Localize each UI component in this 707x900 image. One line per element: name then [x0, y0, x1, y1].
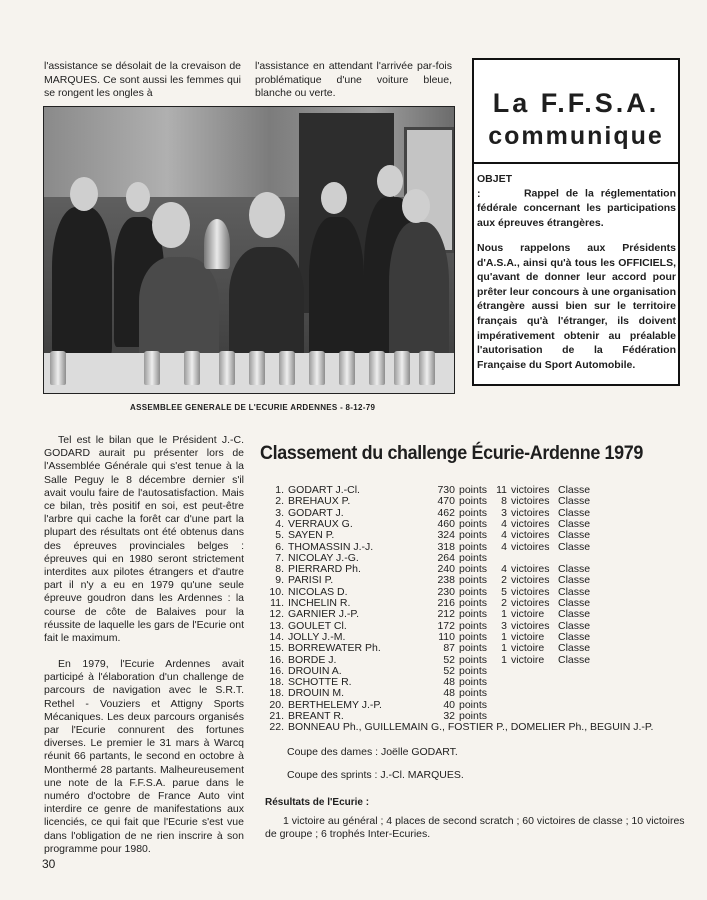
classe-cell: Classe — [558, 585, 591, 598]
photo-trophy — [204, 219, 230, 269]
resultats-heading: Résultats de l'Ecurie : — [265, 797, 370, 808]
coupe-dames: Coupe des dames : Joëlle GODART. — [287, 746, 458, 758]
victories-cell: 4 — [501, 529, 507, 542]
photo-person — [389, 222, 449, 372]
coupe-sprints: Coupe des sprints : J.-Cl. MARQUES. — [287, 769, 464, 781]
points-cell: 32 — [443, 710, 455, 722]
classe-cell: Classe — [558, 653, 591, 666]
ffsa-subtitle: communique — [488, 122, 664, 150]
ffsa-communique-box — [472, 58, 680, 386]
rank-cell: 12. — [269, 608, 284, 621]
intro-text-left: l'assistance se désolait de la crevaison de MARQUES. Ce sont aussi les femmes qui se rongent les ongles à — [44, 60, 241, 99]
photo-cup — [419, 351, 435, 385]
photo-head — [402, 189, 430, 223]
points-unit-cell: points — [459, 698, 488, 711]
victories-label-cell: victoires — [511, 574, 550, 587]
photo-person — [309, 217, 364, 367]
rank-cell: 8. — [275, 563, 284, 576]
name-cell: GODART J. — [288, 506, 344, 519]
victories-cell: 5 — [501, 585, 507, 598]
victories-cell: 2 — [501, 574, 507, 587]
points-cell: 460 — [437, 517, 455, 530]
victories-cell: 8 — [501, 495, 507, 508]
points-unit-cell: points — [459, 529, 488, 542]
victories-label-cell: victoires — [511, 619, 550, 632]
classe-cell: Classe — [558, 563, 591, 576]
intro-text-right: l'assistance en attendant l'arrivée par-fois problématique d'une voiture bleue, blanche ou verte. — [255, 60, 452, 99]
classe-cell: Classe — [558, 529, 591, 542]
points-cell: 216 — [437, 597, 455, 609]
points-cell: 324 — [437, 529, 455, 542]
page-number: 30 — [42, 857, 56, 871]
name-cell: BONNEAU Ph., GUILLEMAIN G., FOSTIER P., DOMELIER Ph., BEGUIN J.-P. — [288, 721, 654, 734]
photo-head — [377, 165, 403, 197]
points-unit-cell: points — [459, 551, 488, 564]
rank-cell: 22. — [269, 721, 284, 734]
victories-cell: 11 — [496, 484, 507, 496]
rank-cell: 7. — [275, 551, 284, 564]
photo-cup — [219, 351, 235, 385]
points-unit-cell: points — [459, 495, 488, 508]
name-cell: DROUIN A. — [288, 664, 342, 677]
ffsa-objet — [477, 172, 676, 230]
name-cell: GODART J.-Cl. — [288, 484, 360, 496]
points-unit-cell: points — [459, 540, 488, 553]
rank-cell: 2. — [275, 495, 284, 508]
victories-cell: 3 — [501, 619, 507, 632]
name-cell: VERRAUX G. — [288, 517, 353, 530]
victories-cell: 1 — [501, 642, 507, 655]
photo-head — [249, 192, 285, 238]
victories-cell: 4 — [501, 540, 507, 553]
victories-cell: 1 — [501, 608, 507, 621]
ffsa-title: La F.F.S.A. — [492, 88, 660, 118]
name-cell: GARNIER J.-P. — [288, 608, 359, 621]
points-unit-cell: points — [459, 676, 488, 689]
classe-cell: Classe — [558, 495, 591, 508]
victories-cell: 3 — [501, 506, 507, 519]
classe-cell: Classe — [558, 597, 591, 609]
rank-cell: 21. — [269, 710, 284, 722]
name-cell: SCHOTTE R. — [288, 676, 352, 689]
ffsa-body: Nous rappelons aux Présidents d'A.S.A., ainsi qu'à tous les OFFICIELS, qu'avant de donner leur accord pour prêter leur concours à une organisation étrangère aussi bien sur le territoire français qu'à l'étranger, ils doivent impérativement obtenir au préalable l'autorisation de la Fédération Française du Sport Automobile. — [477, 242, 676, 371]
points-cell: 230 — [437, 585, 455, 598]
points-cell: 40 — [443, 698, 455, 711]
name-cell: BORREWATER Ph. — [288, 642, 381, 655]
points-unit-cell: points — [459, 630, 488, 643]
classe-cell: Classe — [558, 540, 591, 553]
classe-cell: Classe — [558, 517, 591, 530]
photo-head — [126, 182, 150, 212]
victories-label-cell: victoire — [511, 642, 545, 655]
points-cell: 462 — [437, 506, 455, 519]
assembly-photo — [43, 106, 455, 394]
victories-cell: 4 — [501, 517, 507, 530]
rank-cell: 1. — [275, 484, 284, 496]
photo-cup — [369, 351, 385, 385]
photo-cup — [394, 351, 410, 385]
photo-head — [321, 182, 347, 214]
name-cell: BREHAUX P. — [288, 495, 351, 508]
victories-label-cell: victoires — [511, 484, 550, 496]
points-unit-cell: points — [459, 563, 488, 576]
points-unit-cell: points — [459, 597, 488, 609]
ffsa-objet-label: OBJET : — [477, 173, 513, 200]
name-cell: BORDE J. — [288, 653, 337, 666]
name-cell: GOULET Cl. — [288, 619, 347, 632]
rank-cell: 11. — [270, 597, 284, 609]
points-unit-cell: points — [459, 608, 488, 621]
points-unit-cell: points — [459, 585, 488, 598]
points-unit-cell: points — [459, 619, 488, 632]
rank-cell: 5. — [275, 529, 284, 542]
name-cell: THOMASSIN J.-J. — [288, 540, 374, 553]
photo-cup — [50, 351, 66, 385]
victories-cell: 1 — [501, 653, 507, 666]
rank-cell: 18. — [269, 676, 284, 689]
rank-cell: 18. — [269, 687, 284, 700]
article-paragraph-1: Tel est le bilan que le Président J.-C. GODARD aurait pu présenter lors de l'Assemblée Générale qui s'est tenue à la Salle Peguy le 8 décembre dernier s'il avait voulu faire de l'autosatisfaction. Mais ce bilan, très positif en soi, est peut-être l'arbre qui cache la forêt car d'une part la plupart des résultats ont été obtenus dans des épreuves provinciales belges : épreuves qui en 1980 seront strictement interdites aux pilotes étrangers et d'autre part il n'y a eu en 1979 qu'une seule épreuve goudron dans les Ardennes : la course de côte de Balaives pour la réussite de laquelle les gars de l'Ecurie ont fait le maximum. — [44, 434, 244, 645]
points-unit-cell: points — [459, 574, 488, 587]
name-cell: INCHELIN R. — [288, 597, 351, 609]
points-cell: 212 — [437, 608, 455, 621]
points-cell: 87 — [443, 642, 455, 655]
name-cell: SAYEN P. — [288, 529, 335, 542]
points-cell: 172 — [437, 619, 455, 632]
points-cell: 238 — [437, 574, 455, 587]
photo-person — [52, 207, 112, 357]
points-cell: 318 — [437, 540, 455, 553]
points-cell: 48 — [443, 676, 455, 689]
victories-label-cell: victoires — [511, 495, 550, 508]
points-unit-cell: points — [459, 664, 488, 677]
victories-label-cell: victoire — [511, 608, 545, 621]
points-unit-cell: points — [459, 484, 488, 496]
classement-title: Classement du challenge Écurie-Ardenne 1979 — [260, 442, 643, 464]
photo-cup — [184, 351, 200, 385]
name-cell: NICOLAS D. — [288, 585, 348, 598]
name-cell: JOLLY J.-M. — [288, 630, 346, 643]
points-unit-cell: points — [459, 653, 488, 666]
classe-cell: Classe — [558, 630, 591, 643]
victories-cell: 1 — [501, 630, 507, 643]
photo-head — [152, 202, 190, 248]
victories-label-cell: victoire — [511, 653, 545, 666]
victories-label-cell: victoires — [511, 585, 550, 598]
victories-cell: 4 — [501, 563, 507, 576]
victories-label-cell: victoires — [511, 506, 550, 519]
victories-label-cell: victoires — [511, 597, 550, 609]
photo-cup — [144, 351, 160, 385]
rank-cell: 20. — [269, 698, 284, 711]
photo-cup — [309, 351, 325, 385]
rank-cell: 9. — [275, 574, 284, 587]
rank-cell: 4. — [275, 517, 284, 530]
rank-cell: 3. — [275, 506, 284, 519]
rank-cell: 15. — [269, 642, 284, 655]
name-cell: PARISI P. — [288, 574, 334, 587]
ffsa-divider — [474, 162, 678, 164]
victories-cell: 2 — [501, 597, 507, 609]
victories-label-cell: victoires — [511, 529, 550, 542]
name-cell: NICOLAY J.-G. — [288, 551, 359, 564]
name-cell: DROUIN M. — [288, 687, 344, 700]
rank-cell: 10. — [269, 585, 284, 598]
points-unit-cell: points — [459, 506, 488, 519]
photo-cup — [249, 351, 265, 385]
classe-cell: Classe — [558, 506, 591, 519]
classe-cell: Classe — [558, 642, 591, 655]
rank-cell: 16. — [269, 664, 284, 677]
points-unit-cell: points — [459, 710, 488, 722]
victories-label-cell: victoires — [511, 563, 550, 576]
name-cell: BREANT R. — [288, 710, 344, 722]
article-paragraph-2: En 1979, l'Ecurie Ardennes avait participé à l'élaboration d'un challenge de parcours de navigation avec le S.R.T. Rethel - Vouziers et Attigny Sports Mécaniques. Les deux parcours organisés par l'Ecurie connurent des fortunes diverses. Le premier le 31 mars à Warcq réunit 66 partants, le second en octobre à Monthermé 28 partants. Malheureusement une note de la F.F.S.A. parue dans le numéro d'octobre de France Auto vint interdire ce genre de manifestations aux licenciés, ce qui fait que l'Ecurie s'est vue dans l'obligation de ne rien inscrire à son programme pour 1980. — [44, 658, 244, 855]
points-cell: 730 — [437, 484, 455, 496]
points-unit-cell: points — [459, 517, 488, 530]
points-cell: 52 — [443, 653, 455, 666]
photo-person — [229, 247, 304, 367]
victories-label-cell: victoire — [511, 630, 545, 643]
points-cell: 48 — [443, 687, 455, 700]
points-cell: 110 — [438, 630, 455, 643]
name-cell: PIERRARD Ph. — [288, 563, 361, 576]
photo-cup — [339, 351, 355, 385]
photo-head — [70, 177, 98, 211]
resultats-text: 1 victoire au général ; 4 places de second scratch ; 60 victoires de classe ; 10 victoires de groupe ; 6 trophés Inter-Ecuries. — [265, 815, 685, 840]
photo-cup — [279, 351, 295, 385]
points-cell: 264 — [437, 551, 455, 564]
points-unit-cell: points — [459, 642, 488, 655]
points-cell: 52 — [443, 664, 455, 677]
rank-cell: 6. — [275, 540, 284, 553]
victories-label-cell: victoires — [511, 540, 550, 553]
ffsa-objet-text: Rappel de la réglementation fédérale concernant les participations aux épreuves étrangères. — [477, 187, 676, 229]
rank-cell: 14. — [269, 630, 284, 643]
points-cell: 470 — [437, 495, 455, 508]
photo-caption: ASSEMBLEE GENERALE DE L'ECURIE ARDENNES - 8-12-79 — [130, 403, 376, 412]
classe-cell: Classe — [558, 484, 591, 496]
rank-cell: 16. — [269, 653, 284, 666]
classe-cell: Classe — [558, 574, 591, 587]
victories-label-cell: victoires — [511, 517, 550, 530]
name-cell: BERTHELEMY J.-P. — [288, 698, 382, 711]
points-cell: 240 — [437, 563, 455, 576]
classe-cell: Classe — [558, 608, 591, 621]
classe-cell: Classe — [558, 619, 591, 632]
points-unit-cell: points — [459, 687, 488, 700]
rank-cell: 13. — [269, 619, 284, 632]
